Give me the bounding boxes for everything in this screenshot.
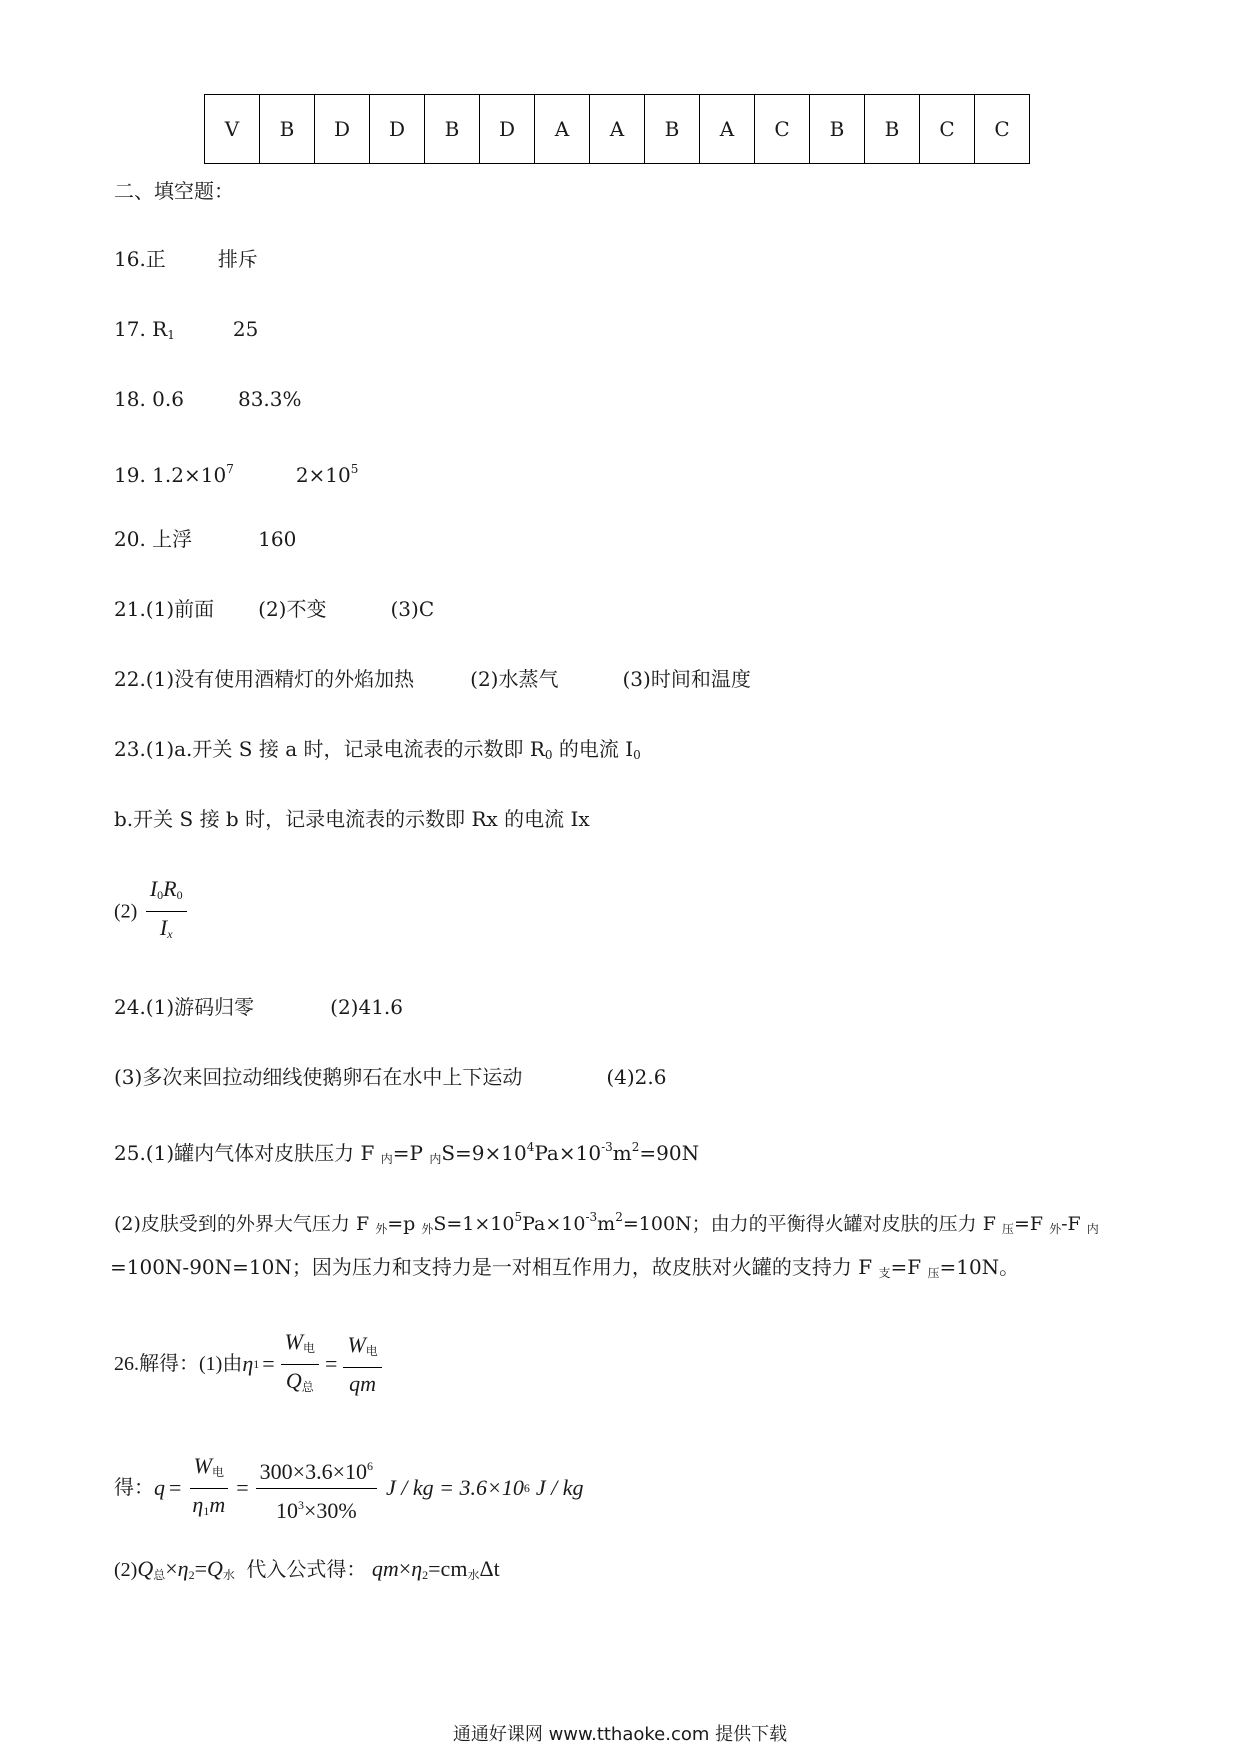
answer-cell: D [370,95,425,164]
answer-16: 16.正 排斥 [114,247,258,271]
section-title: 二、填空题： [114,179,234,203]
answer-cell: D [480,95,535,164]
answer-cell: C [975,95,1030,164]
answer-23-b: b.开关 S 接 b 时，记录电流表的示数即 Rx 的电流 Ix [114,807,590,831]
formula-numeric: $\frac{300\times 3.6\times 10^6}{10^3\times 30\%}$ [256,1453,377,1524]
answer-24-1: 24.(1)游码归零 (2)41.6 [114,995,404,1019]
answer-cell: V [205,95,260,164]
answer-cell: A [700,95,755,164]
answer-19: 19. $1.2\times 10^7$ $2\times 10^5$ [114,462,359,487]
formula-w-over-eta-m: $\frac{W_电}{\eta_1m}$ [188,1453,229,1524]
answer-24-2: (3)多次来回拉动细线使鹅卵石在水中上下运动 (4)2.6 [114,1065,667,1089]
answer-26-2: 得： q = $\frac{W_电}{\eta_1m}$ = $\frac{300\times 3.6\times 10^6}{10^3\times 30\%}$ J / kg = 3.6×10 6 J / kg [114,1452,584,1523]
answer-cell: A [535,95,590,164]
answer-cell: B [865,95,920,164]
answer-25-3: =100N-90N=10N；因为压力和支持力是一对相互作用力，故皮肤对火罐的支持力 F $_支$=F $_压$=10N。 [110,1255,1020,1280]
formula-w-over-qtotal: $\frac{W_电}{Q_总}$ [281,1329,319,1400]
answer-cell: B [645,95,700,164]
answer-cell: C [755,95,810,164]
footer-source: 通通好课网 www.tthaoke.com 提供下载 [452,1724,788,1745]
answer-cell: B [810,95,865,164]
answer-23-2: (2) $\frac{I_0R_0}{I_x}$ [114,876,190,946]
formula-i0r0-over-ix: $\frac{I_0R_0}{I_x}$ [146,876,187,947]
answer-25-1: 25.(1)罐内气体对皮肤压力 F $_内$=P $_内S=9\times 10^4Pa\times 10^{-3}m^2=90N$ [114,1140,700,1166]
formula-w-over-qm: $\frac{W_电}{qm}$ [343,1332,381,1397]
answer-20: 20. 上浮 160 [114,527,297,551]
answer-cell: B [260,95,315,164]
answer-21: 21.(1)前面 (2)不变 (3)C [114,597,435,621]
answer-23-a: 23.(1)a.开关 S 接 a 时，记录电流表的示数即 $R_0$ 的电流 $I_0$ [114,737,641,762]
answer-row [205,95,1030,164]
answer-cell: A [590,95,645,164]
answer-26-1: 26.解得：(1)由 η 1 = $\frac{W_电}{Q_总}$ = $\frac{W_电}{qm}$ [114,1326,385,1402]
answer-26-3: $(2)Q_总\times\eta_2=Q_水$ 代入公式得： $qm\times\eta_2=cm_水\Delta t$ [114,1556,500,1582]
answer-18: 18. 0.6 83.3% [114,387,302,411]
answer-cell: B [425,95,480,164]
answer-22: 22.(1)没有使用酒精灯的外焰加热 (2)水蒸气 (3)时间和温度 [114,667,751,691]
answer-25-2: (2)皮肤受到的外界大气压力 F $_外$=p $_外S=1\times 10^5Pa\times 10^{-3}m^2=100N$；由力的平衡得火罐对皮肤的压力 F $_压$=F $_外$-F $_内$ [114,1210,1099,1236]
answer-cell: D [315,95,370,164]
answer-cell: C [920,95,975,164]
answer-table [204,94,1030,164]
answer-17: 17. $R_1$ 25 [114,317,259,342]
